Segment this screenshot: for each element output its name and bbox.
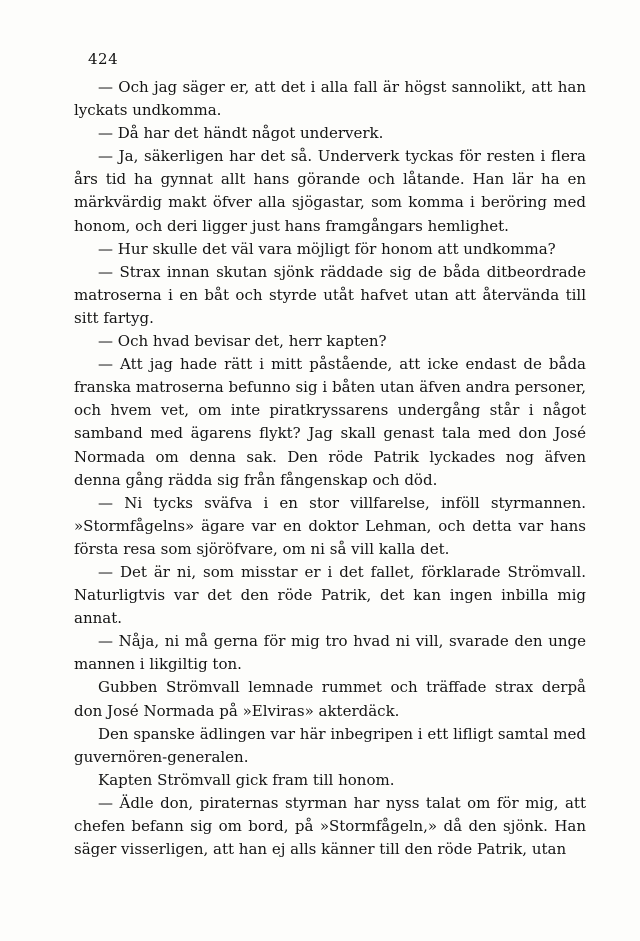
paragraph-14: — Ädle don, piraternas styrman har nyss talat om för mig, att chefen befann sig om bord, på »Stormfågeln,» då den sjönk. Han säger visserligen, att han ej alls känner till den röde Patrik, utan — [74, 793, 586, 859]
paragraph-3: — Ja, säkerligen har det så. Underverk tyckas för resten i flera års tid ha gynnat allt hans görande och låtande. Han lär ha en märkvärdig makt öfver alla sjögastar, som komma i beröring med honom, och deri ligger just hans framgångars hemlighet. — [74, 147, 586, 235]
paragraph-8: — Ni tycks sväfva i en stor villfarelse, inföll styrmannen. »Stormfågelns» ägare var en doktor Lehman, och detta var hans första resa som sjöröfvare, om ni så vill kalla det. — [74, 493, 586, 558]
paragraph-10: — Nåja, ni må gerna för mig tro hvad ni vill, svarade den unge mannen i likgiltig ton. — [74, 632, 586, 674]
paragraph-11: Gubben Strömvall lemnade rummet och träffade strax derpå don José Normada på »Elviras» akterdäck. — [74, 678, 586, 720]
paragraph-13: Kapten Strömvall gick fram till honom. — [98, 770, 395, 789]
paragraph-6: — Och hvad bevisar det, herr kapten? — [98, 332, 387, 351]
body-text — [74, 76, 586, 861]
paragraph-1: — Och jag säger er, att det i alla fall är högst sannolikt, att han lyckats undkomma. — [74, 78, 586, 120]
paragraph-5: — Strax innan skutan sjönk räddade sig de båda ditbeordrade matroserna i en båt och styrde utåt hafvet utan att återvända till sitt fartyg. — [74, 262, 586, 327]
paragraph-2: — Då har det händt något underverk. — [98, 124, 384, 143]
paragraph-9: — Det är ni, som misstar er i det fallet, förklarade Strömvall. Naturligtvis var det den röde Patrik, det kan ingen inbilla mig annat. — [74, 562, 586, 628]
paragraph-12: Den spanske ädlingen var här inbegripen i ett lifligt samtal med guvernören-generalen. — [74, 724, 586, 766]
page-number: 424 — [88, 50, 119, 68]
paragraph-4: — Hur skulle det väl vara möjligt för honom att undkomma? — [98, 239, 556, 258]
paragraph-7: — Att jag hade rätt i mitt påstående, att icke endast de båda franska matroserna befunno sig i båten utan äfven andra personer, och hvem vet, om inte piratkryssarens undergång står i något samband med ägarens flykt? Jag skall genast tala med don José Normada om denna sak. Den röde Patrik lyckades nog äfven denna gång rädda sig från fångenskap och död. — [74, 355, 586, 489]
